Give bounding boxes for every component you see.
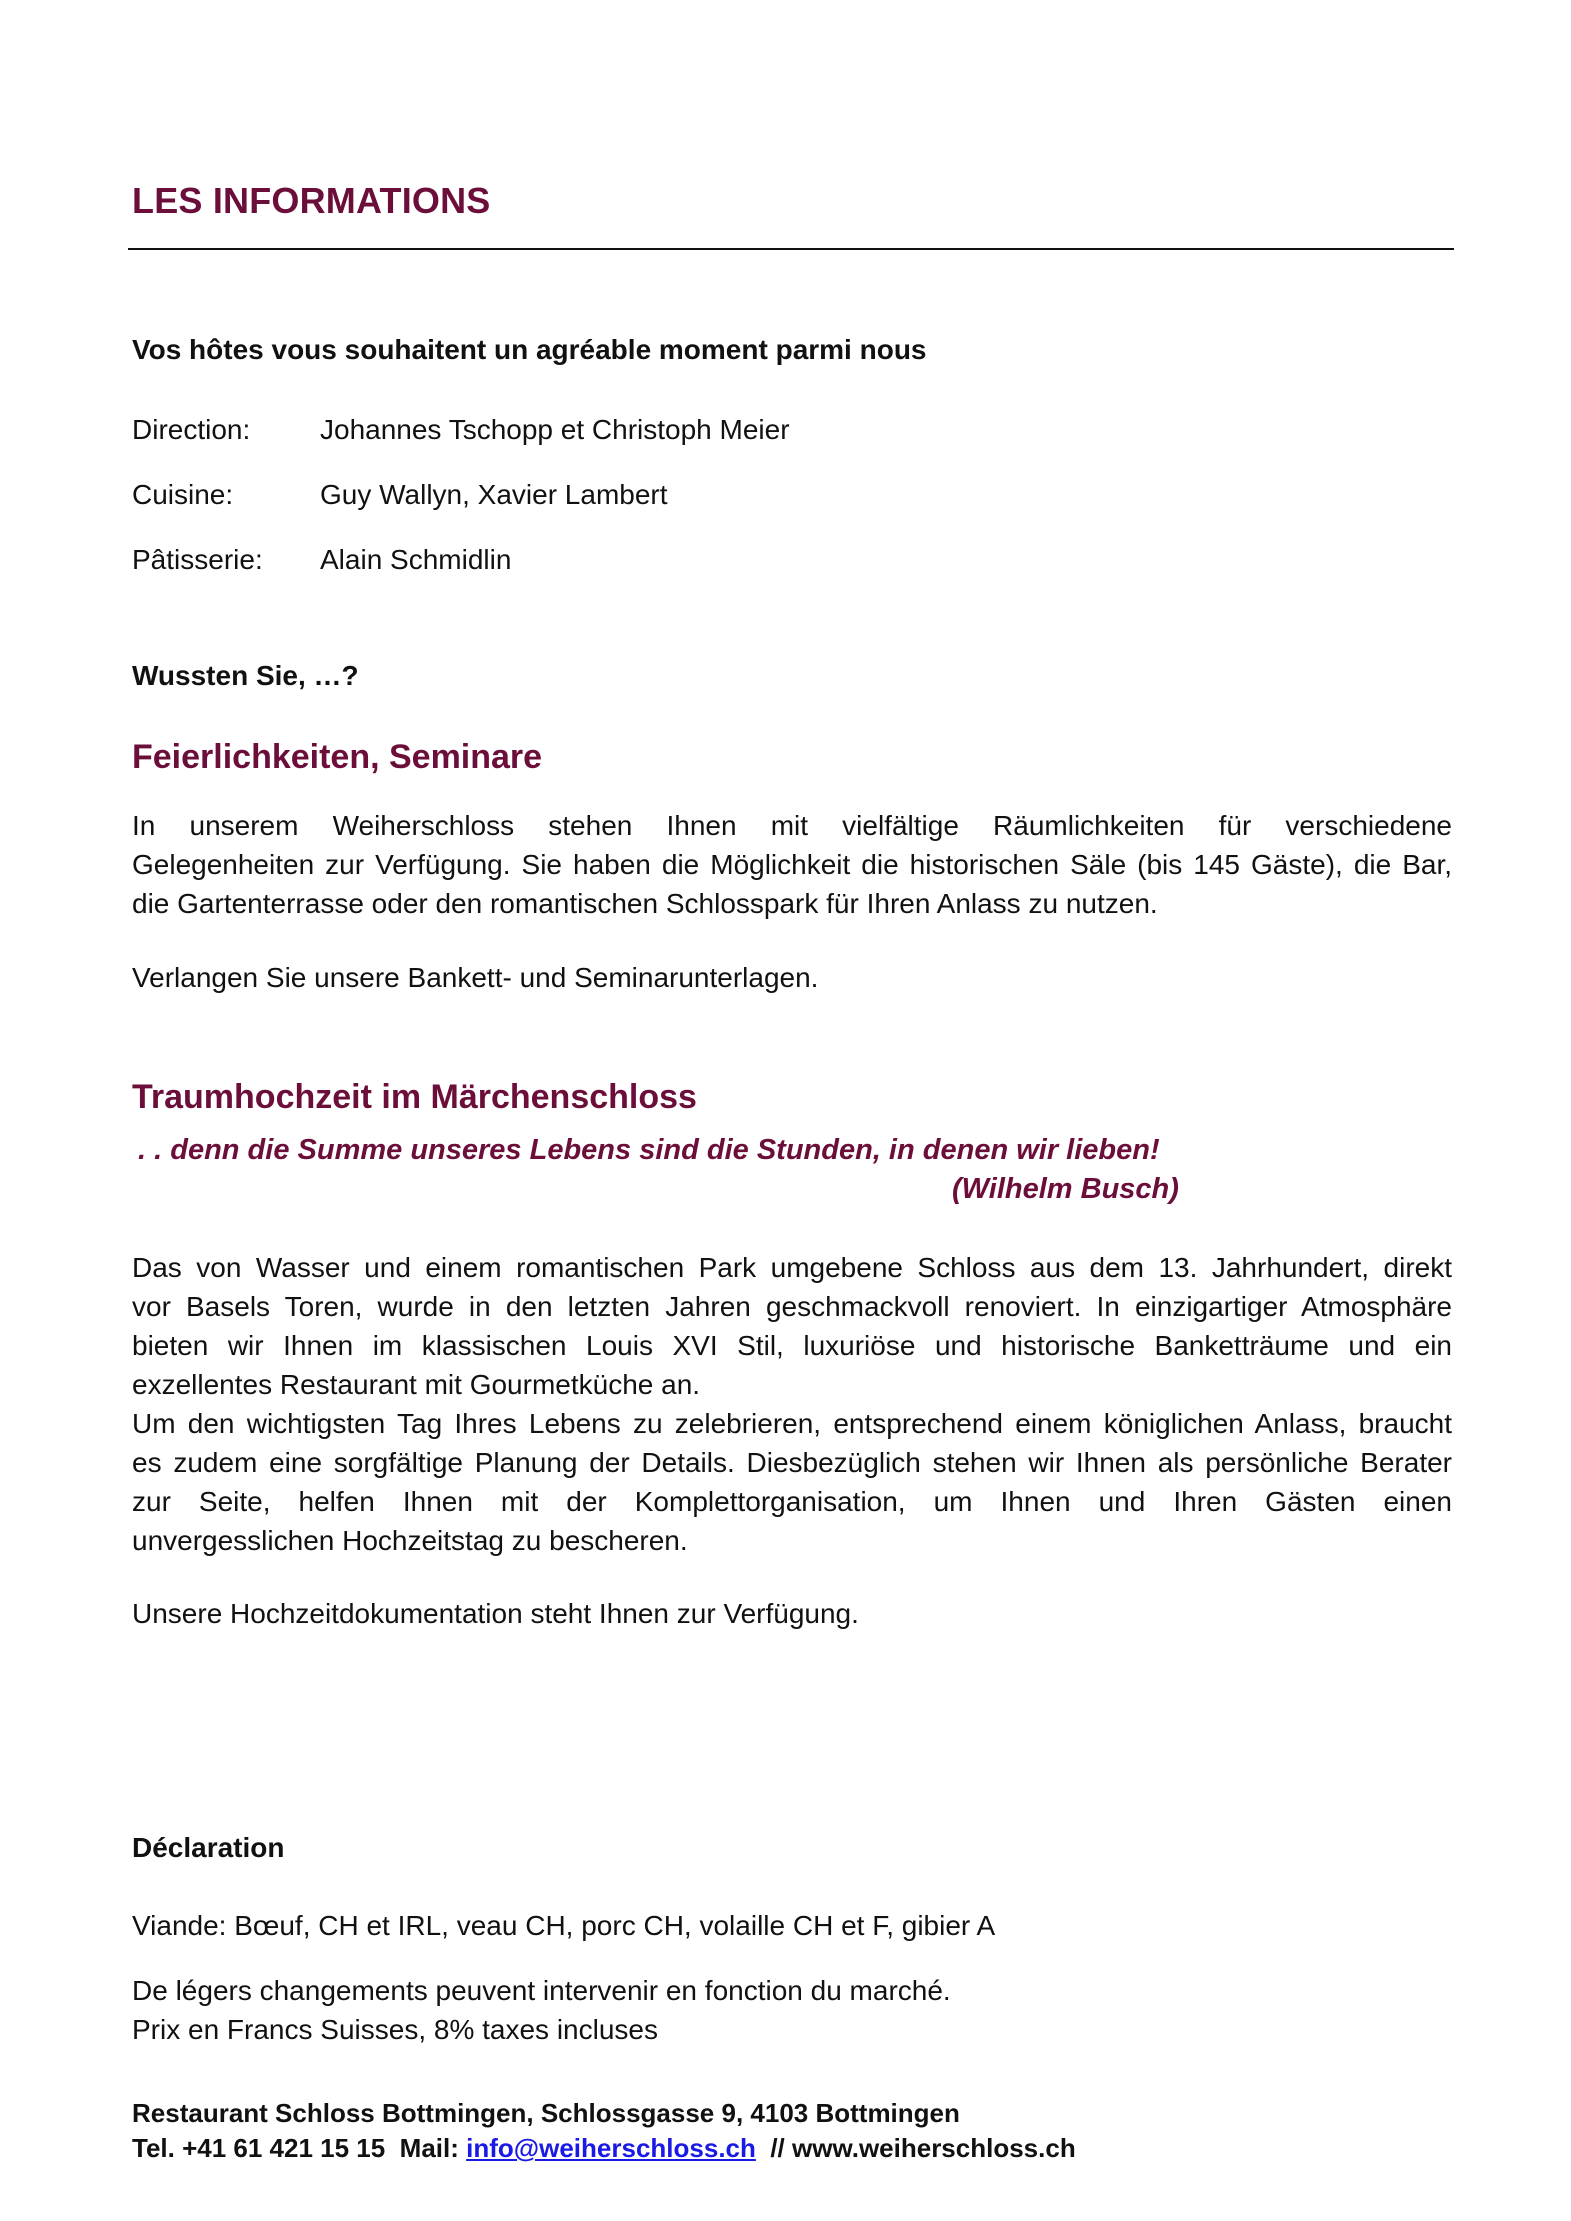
events-line: In unserem Weiherschloss stehen Ihnen mit vielfältige Räumlichkeiten für verschiedene [132,810,1452,841]
footer-contact [132,2133,1076,2164]
role-value-patisserie: Alain Schmidlin [320,544,512,575]
role-label-patisserie: Pâtisserie: [132,544,263,575]
footer-mail-link[interactable]: info@weiherschloss.ch [466,2133,756,2163]
wedding-line: es zudem eine sorgfältige Planung der Details. Diesbezüglich stehen wir Ihnen als persönliche Berater [132,1447,1452,1478]
events-paragraph [132,806,1452,923]
wedding-line: exzellentes Restaurant mit Gourmetküche an. [132,1369,701,1400]
wedding-quote: . . denn die Summe unseres Lebens sind die Stunden, in denen wir lieben! [138,1134,1160,1166]
declaration-notice-market: De légers changements peuvent intervenir en fonction du marché. [132,1975,951,2006]
hosts-heading: Vos hôtes vous souhaitent un agréable moment parmi nous [132,334,927,365]
wedding-line: unvergesslichen Hochzeitstag zu bescheren. [132,1525,688,1556]
page-title: LES INFORMATIONS [132,180,491,221]
declaration-meat: Viande: Bœuf, CH et IRL, veau CH, porc CH, volaille CH et F, gibier A [132,1910,996,1941]
did-you-know-heading: Wussten Sie, …? [132,660,359,691]
role-value-direction: Johannes Tschopp et Christoph Meier [320,414,790,445]
events-line: die Gartenterrasse oder den romantischen Schlosspark für Ihren Anlass zu nutzen. [132,888,1158,919]
role-value-cuisine: Guy Wallyn, Xavier Lambert [320,479,668,510]
events-note: Verlangen Sie unsere Bankett- und Seminarunterlagen. [132,962,819,993]
role-label-cuisine: Cuisine: [132,479,234,510]
wedding-line: zur Seite, helfen Ihnen mit der Komplettorganisation, um Ihnen und Ihren Gästen einen [132,1486,1452,1517]
events-heading: Feierlichkeiten, Seminare [132,738,543,776]
footer-tel: Tel. +41 61 421 15 15 Mail: [132,2133,467,2163]
wedding-line: vor Basels Toren, wurde in den letzten Jahren geschmackvoll renoviert. In einzigartiger Atmosphäre [132,1291,1452,1322]
wedding-note: Unsere Hochzeitdokumentation steht Ihnen zur Verfügung. [132,1598,859,1629]
wedding-heading: Traumhochzeit im Märchenschloss [132,1078,697,1116]
events-line: Gelegenheiten zur Verfügung. Sie haben die Möglichkeit die historischen Säle (bis 145 Gäste), die Bar, [132,849,1452,880]
wedding-paragraph [132,1248,1452,1560]
declaration-heading: Déclaration [132,1832,285,1863]
wedding-quote-author: (Wilhelm Busch) [952,1173,1179,1205]
footer-address: Restaurant Schloss Bottmingen, Schlossgasse 9, 4103 Bottmingen [132,2098,960,2128]
wedding-line: bieten wir Ihnen im klassischen Louis XVI Stil, luxuriöse und historische Banketträume und ein [132,1330,1452,1361]
title-divider [128,248,1454,250]
wedding-line: Das von Wasser und einem romantischen Park umgebene Schloss aus dem 13. Jahrhundert, direkt [132,1252,1452,1283]
wedding-line: Um den wichtigsten Tag Ihres Lebens zu zelebrieren, entsprechend einem königlichen Anlass, braucht [132,1408,1452,1439]
footer-web: // www.weiherschloss.ch [755,2133,1076,2163]
role-label-direction: Direction: [132,414,251,445]
declaration-notice-prices: Prix en Francs Suisses, 8% taxes incluses [132,2014,658,2045]
